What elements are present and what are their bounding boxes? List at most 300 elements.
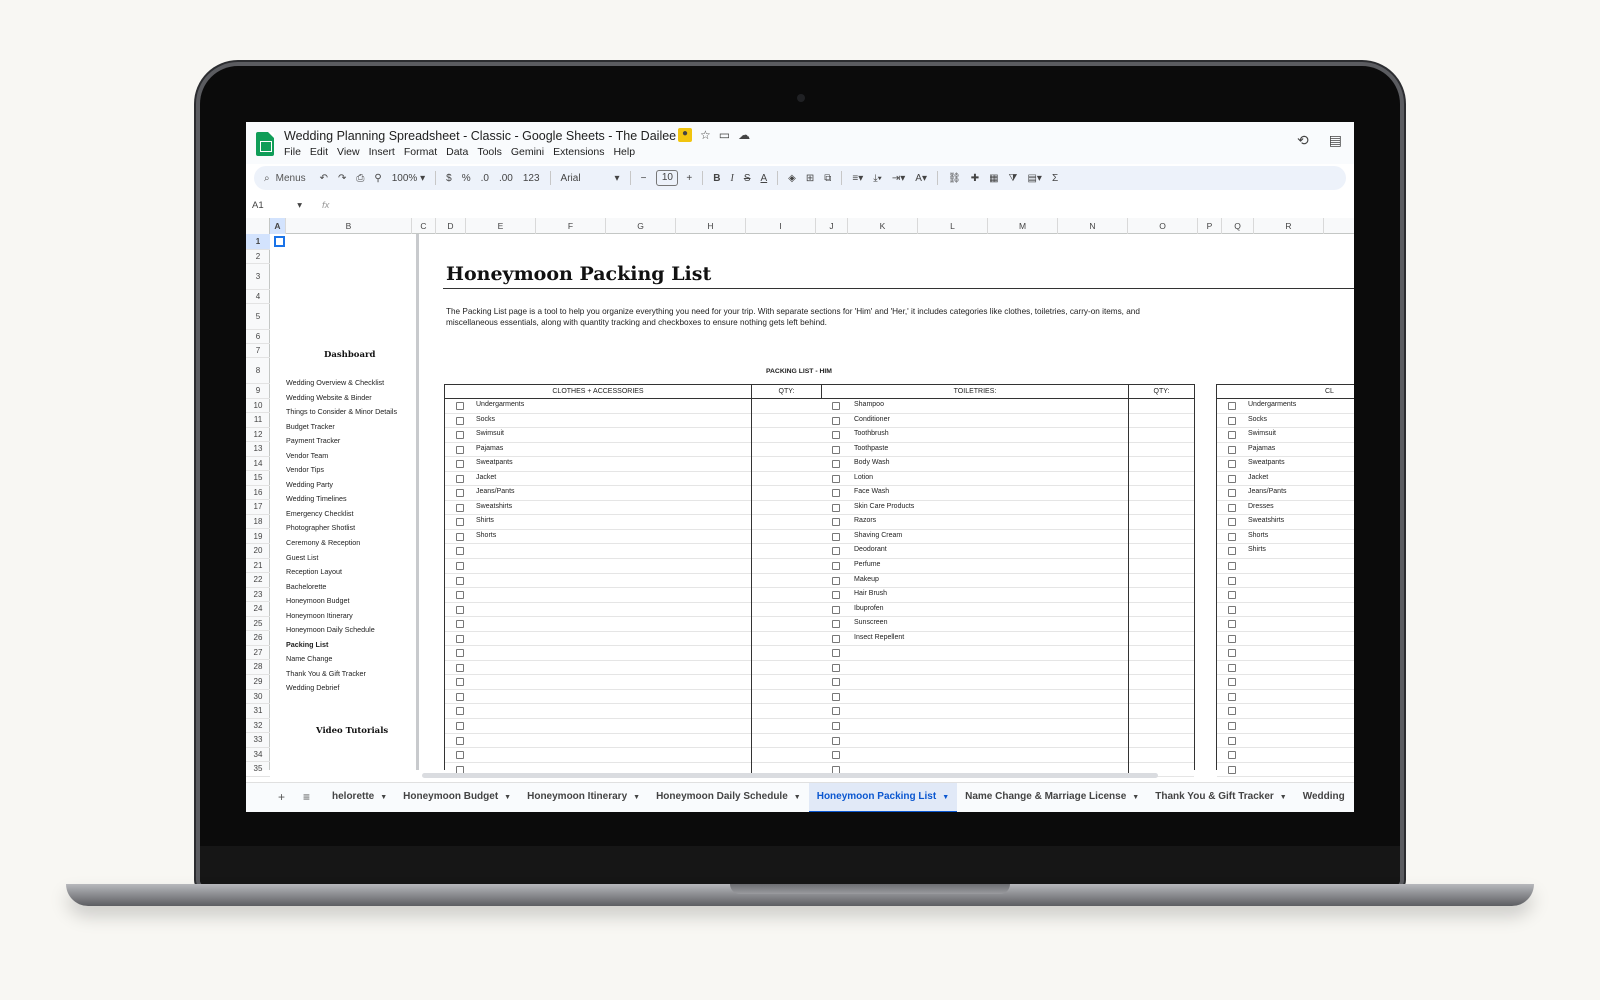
sheet-tab[interactable] xyxy=(809,783,957,812)
row-header-29[interactable]: 29 xyxy=(246,675,270,690)
name-box[interactable] xyxy=(246,200,308,211)
checkbox[interactable] xyxy=(1228,693,1236,701)
frozen-column-divider[interactable] xyxy=(416,234,419,770)
chevron-down-icon[interactable]: ▼ xyxy=(793,794,801,801)
sheet-tab[interactable] xyxy=(395,783,519,812)
dashboard-link[interactable]: Vendor Tips xyxy=(286,465,324,475)
merge-cells-icon[interactable]: ⧉ xyxy=(824,172,832,184)
qty-cell[interactable] xyxy=(1128,515,1194,530)
qty-cell[interactable] xyxy=(751,515,821,530)
checkbox[interactable] xyxy=(456,475,464,483)
checkbox[interactable] xyxy=(456,649,464,657)
her-clothes-header: CL xyxy=(1325,388,1334,395)
toiletries-header: TOILETRIES: xyxy=(821,385,1128,398)
sheets-logo-icon[interactable] xyxy=(256,132,274,156)
chevron-down-icon[interactable]: ▼ xyxy=(1279,794,1287,801)
column-header-g[interactable]: G xyxy=(606,218,676,234)
bezel-bottom xyxy=(200,846,1400,886)
qty-cell[interactable] xyxy=(751,486,821,501)
zoom-select[interactable] xyxy=(392,173,425,184)
selected-cell-a1[interactable] xyxy=(274,236,285,247)
menu-item-gemini[interactable]: Gemini xyxy=(510,146,545,158)
checkbox[interactable] xyxy=(456,547,464,555)
qty-cell[interactable] xyxy=(1128,661,1194,676)
qty-cell[interactable] xyxy=(1128,486,1194,501)
column-header-m[interactable]: M xyxy=(988,218,1058,234)
vertical-align-icon[interactable]: ⤓▾ xyxy=(873,172,882,184)
decrease-font-size-button[interactable]: − xyxy=(640,172,647,184)
qty-cell[interactable] xyxy=(751,603,821,618)
qty-cell[interactable] xyxy=(751,414,821,429)
table-row xyxy=(445,530,1194,545)
qty-cell[interactable] xyxy=(751,544,821,559)
checkbox[interactable] xyxy=(456,460,464,468)
qty-cell[interactable] xyxy=(751,457,821,472)
menu-item-help[interactable]: Help xyxy=(613,146,636,158)
qty-cell[interactable] xyxy=(1128,588,1194,603)
checkbox[interactable] xyxy=(1228,402,1236,410)
qty-cell[interactable] xyxy=(751,734,821,749)
currency-format-button[interactable]: $ xyxy=(446,172,452,184)
dashboard-link[interactable]: Wedding Party xyxy=(286,479,334,489)
checkbox[interactable] xyxy=(456,446,464,454)
checkbox[interactable] xyxy=(832,533,840,541)
checkbox[interactable] xyxy=(1228,737,1236,745)
checkbox[interactable] xyxy=(1228,664,1236,672)
qty-cell[interactable] xyxy=(751,675,821,690)
chevron-down-icon: ▾ xyxy=(297,199,302,211)
checkbox[interactable] xyxy=(832,722,840,730)
undo-icon[interactable]: ↶ xyxy=(319,172,329,184)
horizontal-scrollbar[interactable] xyxy=(422,773,1158,778)
row-header-28[interactable]: 28 xyxy=(246,660,270,675)
qty-cell[interactable] xyxy=(751,719,821,734)
row-header-17[interactable]: 17 xyxy=(246,500,270,515)
column-header-o[interactable]: O xyxy=(1128,218,1198,234)
row-header-22[interactable]: 22 xyxy=(246,573,270,588)
column-header-j[interactable]: J xyxy=(816,218,848,234)
qty-cell[interactable] xyxy=(751,399,821,414)
checkbox[interactable] xyxy=(1228,751,1236,759)
dashboard-links xyxy=(286,378,397,698)
dashboard-link[interactable]: Ceremony & Reception xyxy=(286,538,361,548)
checkbox[interactable] xyxy=(456,533,464,541)
qty-cell[interactable] xyxy=(751,704,821,719)
checkbox[interactable] xyxy=(456,664,464,672)
checkbox[interactable] xyxy=(832,591,840,599)
cloud-status-icon[interactable]: ☁ xyxy=(738,128,751,142)
qty-cell[interactable] xyxy=(751,472,821,487)
text-wrapping-icon[interactable]: ⇥▾ xyxy=(891,172,906,184)
checkbox[interactable] xyxy=(1228,606,1236,614)
laptop-lid xyxy=(200,66,1400,886)
checkbox[interactable] xyxy=(456,417,464,425)
dashboard-link[interactable]: Honeymoon Daily Schedule xyxy=(286,625,375,635)
dashboard-link[interactable]: Emergency Checklist xyxy=(286,508,354,518)
text-color-icon[interactable]: A xyxy=(760,172,768,184)
qty-cell[interactable] xyxy=(1128,414,1194,429)
item-label: Swimsuit xyxy=(476,430,505,438)
sheet-tab[interactable] xyxy=(648,783,809,812)
menu-item-format[interactable]: Format xyxy=(403,146,438,158)
insert-comment-icon[interactable]: ✚ xyxy=(970,172,980,184)
checkbox[interactable] xyxy=(832,664,840,672)
checkbox[interactable] xyxy=(832,562,840,570)
menu-item-extensions[interactable]: Extensions xyxy=(553,146,605,158)
dashboard-link[interactable]: Wedding Overview & Checklist xyxy=(286,378,385,387)
qty-cell[interactable] xyxy=(1128,690,1194,705)
qty-cell[interactable] xyxy=(1128,457,1194,472)
checkbox[interactable] xyxy=(832,402,840,410)
menu-item-edit[interactable]: Edit xyxy=(309,146,329,158)
borders-icon[interactable]: ⊞ xyxy=(805,172,815,184)
row-header-4[interactable]: 4 xyxy=(246,290,270,304)
checkbox[interactable] xyxy=(1228,577,1236,585)
checkbox[interactable] xyxy=(832,649,840,657)
row-header-32[interactable]: 32 xyxy=(246,719,270,734)
row-header-11[interactable]: 11 xyxy=(246,413,270,428)
row-header-2[interactable]: 2 xyxy=(246,250,270,264)
strikethrough-icon[interactable]: S xyxy=(743,172,751,184)
qty-cell[interactable] xyxy=(751,559,821,574)
table-row xyxy=(1217,603,1354,618)
column-header-n[interactable]: N xyxy=(1058,218,1128,234)
checkbox[interactable] xyxy=(456,693,464,701)
checkbox[interactable] xyxy=(832,737,840,745)
dashboard-link[interactable]: Packing List xyxy=(286,639,329,649)
row-header-10[interactable]: 10 xyxy=(246,399,270,414)
qty-cell[interactable] xyxy=(1128,501,1194,516)
checkbox[interactable] xyxy=(456,431,464,439)
checkbox[interactable] xyxy=(1228,431,1236,439)
row-headers xyxy=(246,234,270,774)
checkbox[interactable] xyxy=(456,562,464,570)
font-select[interactable] xyxy=(561,173,605,184)
checkbox[interactable] xyxy=(456,606,464,614)
qty-cell[interactable] xyxy=(1128,675,1194,690)
dashboard-link[interactable]: Reception Layout xyxy=(286,567,342,577)
sheet-tabs-bar xyxy=(246,782,1354,812)
checkbox[interactable] xyxy=(1228,635,1236,643)
checkbox[interactable] xyxy=(1228,460,1236,468)
checkbox[interactable] xyxy=(832,751,840,759)
item-label: Face Wash xyxy=(854,488,890,496)
checkbox[interactable] xyxy=(456,504,464,512)
qty-cell[interactable] xyxy=(751,617,821,632)
all-sheets-button[interactable]: ≡ xyxy=(303,790,311,804)
checkbox[interactable] xyxy=(1228,504,1236,512)
label-icon[interactable]: ● xyxy=(678,128,692,142)
row-header-21[interactable]: 21 xyxy=(246,559,270,574)
column-header-d[interactable]: D xyxy=(436,218,466,234)
column-header-r[interactable]: R xyxy=(1254,218,1324,234)
column-header-k[interactable]: K xyxy=(848,218,918,234)
dashboard-link[interactable]: Vendor Team xyxy=(286,450,329,460)
checkbox[interactable] xyxy=(832,504,840,512)
qty-cell[interactable] xyxy=(751,501,821,516)
column-header-i[interactable]: I xyxy=(746,218,816,234)
checkbox[interactable] xyxy=(832,635,840,643)
sheet-tab[interactable] xyxy=(1295,783,1353,812)
checkbox[interactable] xyxy=(832,417,840,425)
qty-cell[interactable] xyxy=(751,632,821,647)
checkbox[interactable] xyxy=(456,635,464,643)
chevron-down-icon[interactable]: ▼ xyxy=(504,794,512,801)
checkbox[interactable] xyxy=(456,707,464,715)
checkbox[interactable] xyxy=(1228,649,1236,657)
row-header-14[interactable]: 14 xyxy=(246,457,270,472)
filter-icon[interactable]: ⧩ xyxy=(1008,172,1018,184)
functions-button[interactable]: Σ xyxy=(1051,172,1059,184)
checkbox[interactable] xyxy=(1228,417,1236,425)
sheet-tab[interactable] xyxy=(957,783,1147,812)
table-row xyxy=(445,603,1194,618)
column-header-f[interactable]: F xyxy=(536,218,606,234)
dashboard-link[interactable]: Things to Consider & Minor Details xyxy=(286,407,398,417)
checkbox[interactable] xyxy=(1228,489,1236,497)
qty-cell[interactable] xyxy=(1128,719,1194,734)
column-header-h[interactable]: H xyxy=(676,218,746,234)
checkbox[interactable] xyxy=(456,737,464,745)
insert-chart-icon[interactable]: ▦ xyxy=(989,172,999,184)
qty-cell[interactable] xyxy=(1128,646,1194,661)
checkbox[interactable] xyxy=(1228,533,1236,541)
title-underline xyxy=(443,288,1354,289)
screen xyxy=(246,122,1354,812)
checkbox[interactable] xyxy=(832,518,840,526)
row-header-12[interactable]: 12 xyxy=(246,428,270,443)
table-row xyxy=(445,632,1194,647)
checkbox[interactable] xyxy=(832,547,840,555)
fill-color-icon[interactable]: ◈ xyxy=(788,172,796,184)
row-header-33[interactable]: 33 xyxy=(246,733,270,748)
text-rotation-icon[interactable]: A▾ xyxy=(915,172,927,184)
row-header-9[interactable]: 9 xyxy=(246,384,270,399)
row-header-31[interactable]: 31 xyxy=(246,704,270,719)
dashboard-link[interactable]: Honeymoon Budget xyxy=(286,596,350,606)
divider xyxy=(937,171,938,185)
qty-cell[interactable] xyxy=(751,574,821,589)
checkbox[interactable] xyxy=(456,722,464,730)
item-label: Shorts xyxy=(476,531,497,539)
dashboard-link[interactable]: Payment Tracker xyxy=(286,436,341,446)
filter-views-icon[interactable]: ▤▾ xyxy=(1027,172,1042,184)
increase-font-size-button[interactable]: + xyxy=(686,172,693,184)
select-all-corner[interactable] xyxy=(246,218,270,234)
add-sheet-button[interactable]: + xyxy=(278,790,286,804)
checkbox[interactable] xyxy=(1228,518,1236,526)
checkbox[interactable] xyxy=(832,489,840,497)
chevron-down-icon[interactable]: ▼ xyxy=(1132,794,1140,801)
dashboard-link[interactable]: Guest List xyxy=(286,552,319,562)
checkbox[interactable] xyxy=(456,591,464,599)
checkbox[interactable] xyxy=(832,475,840,483)
checkbox[interactable] xyxy=(456,751,464,759)
column-header-b[interactable]: B xyxy=(286,218,412,234)
qty-cell[interactable] xyxy=(1128,544,1194,559)
percent-format-button[interactable]: % xyxy=(461,172,471,184)
column-header-c[interactable]: C xyxy=(412,218,436,234)
row-header-19[interactable]: 19 xyxy=(246,530,270,545)
qty-cell[interactable] xyxy=(1128,399,1194,414)
column-header-p[interactable]: P xyxy=(1198,218,1222,234)
checkbox[interactable] xyxy=(832,431,840,439)
menu-item-insert[interactable]: Insert xyxy=(368,146,395,158)
checkbox[interactable] xyxy=(1228,591,1236,599)
checkbox[interactable] xyxy=(832,707,840,715)
chevron-down-icon[interactable]: ▾ xyxy=(614,172,620,184)
qty-cell[interactable] xyxy=(1128,617,1194,632)
row-header-26[interactable]: 26 xyxy=(246,631,270,646)
qty-cell[interactable] xyxy=(751,443,821,458)
checkbox[interactable] xyxy=(1228,620,1236,628)
item-label: Jeans/Pants xyxy=(1248,488,1287,496)
qty-cell[interactable] xyxy=(1128,748,1194,763)
chevron-down-icon[interactable]: ▼ xyxy=(942,794,950,801)
row-header-20[interactable]: 20 xyxy=(246,544,270,559)
table-row xyxy=(1217,486,1354,501)
checkbox[interactable] xyxy=(1228,766,1236,774)
row-header-16[interactable]: 16 xyxy=(246,486,270,501)
dashboard-link[interactable]: Wedding Timelines xyxy=(286,494,347,504)
row-header-24[interactable]: 24 xyxy=(246,602,270,617)
decrease-decimal-button[interactable]: .0 xyxy=(480,172,489,184)
qty-cell[interactable] xyxy=(1128,472,1194,487)
checkbox[interactable] xyxy=(456,518,464,526)
checkbox[interactable] xyxy=(1228,678,1236,686)
dashboard-link[interactable]: Wedding Website & Binder xyxy=(286,392,372,402)
qty-cell[interactable] xyxy=(1128,559,1194,574)
dashboard-link[interactable]: Budget Tracker xyxy=(286,421,335,431)
qty-cell[interactable] xyxy=(751,690,821,705)
document-title[interactable]: Wedding Planning Spreadsheet - Classic - Google Sheets - The Dailee xyxy=(284,129,677,143)
sheet-tab[interactable] xyxy=(519,783,648,812)
row-header-1[interactable]: 1 xyxy=(246,234,270,250)
dashboard-link[interactable]: Name Change xyxy=(286,654,333,664)
menu-item-tools[interactable]: Tools xyxy=(477,146,502,158)
row-header-5[interactable]: 5 xyxy=(246,304,270,330)
qty-cell[interactable] xyxy=(751,428,821,443)
qty-cell[interactable] xyxy=(1128,603,1194,618)
row-header-15[interactable]: 15 xyxy=(246,471,270,486)
checkbox[interactable] xyxy=(832,620,840,628)
bold-button[interactable]: B xyxy=(713,172,721,184)
qty-cell[interactable] xyxy=(1128,574,1194,589)
menu-item-view[interactable]: View xyxy=(337,146,360,158)
dashboard-link[interactable]: Photographer Shotlist xyxy=(286,523,356,533)
menu-item-file[interactable]: File xyxy=(284,146,301,158)
qty-cell[interactable] xyxy=(751,530,821,545)
checkbox[interactable] xyxy=(832,693,840,701)
qty-cell[interactable] xyxy=(1128,443,1194,458)
horizontal-align-icon[interactable]: ≡▾ xyxy=(852,172,864,184)
chevron-down-icon[interactable]: ▼ xyxy=(633,794,641,801)
column-header-q[interactable]: Q xyxy=(1222,218,1254,234)
checkbox[interactable] xyxy=(832,446,840,454)
italic-button[interactable]: I xyxy=(730,172,734,184)
comments-icon[interactable]: ▤ xyxy=(1328,132,1342,148)
qty-cell[interactable] xyxy=(1128,704,1194,719)
checkbox[interactable] xyxy=(456,577,464,585)
checkbox[interactable] xyxy=(1228,475,1236,483)
checkbox[interactable] xyxy=(456,620,464,628)
checkbox[interactable] xyxy=(1228,722,1236,730)
row-header-27[interactable]: 27 xyxy=(246,646,270,661)
qty-cell[interactable] xyxy=(1128,428,1194,443)
table-row xyxy=(1217,443,1354,458)
sheet-tab[interactable] xyxy=(324,783,395,812)
print-icon[interactable]: ⎙ xyxy=(356,172,365,184)
checkbox[interactable] xyxy=(1228,562,1236,570)
qty-cell[interactable] xyxy=(1128,632,1194,647)
checkbox[interactable] xyxy=(456,489,464,497)
column-header-e[interactable]: E xyxy=(466,218,536,234)
more-formats-button[interactable]: 123 xyxy=(522,172,540,184)
qty-cell[interactable] xyxy=(751,646,821,661)
checkbox[interactable] xyxy=(1228,547,1236,555)
spreadsheet-grid[interactable] xyxy=(246,218,1354,774)
column-header-l[interactable]: L xyxy=(918,218,988,234)
column-header-a[interactable]: A xyxy=(270,218,286,234)
row-header-8[interactable]: 8 xyxy=(246,358,270,384)
table-row xyxy=(445,486,1194,501)
redo-icon[interactable]: ↷ xyxy=(338,172,347,184)
row-header-25[interactable]: 25 xyxy=(246,617,270,632)
version-history-icon[interactable]: ⟲ xyxy=(1297,132,1309,148)
dashboard-title: Dashboard xyxy=(324,350,376,360)
search-menus[interactable] xyxy=(264,173,306,184)
chevron-down-icon: ▾ xyxy=(420,172,426,184)
qty-cell[interactable] xyxy=(751,588,821,603)
increase-decimal-button[interactable]: .00 xyxy=(498,172,513,184)
checkbox[interactable] xyxy=(832,577,840,585)
menu-bar xyxy=(284,146,635,158)
move-folder-icon[interactable]: ▭ xyxy=(718,128,731,142)
row-header-18[interactable]: 18 xyxy=(246,515,270,530)
row-header-3[interactable]: 3 xyxy=(246,264,270,290)
checkbox[interactable] xyxy=(1228,707,1236,715)
menu-item-data[interactable]: Data xyxy=(446,146,469,158)
qty-cell[interactable] xyxy=(1128,530,1194,545)
row-header-35[interactable]: 35 xyxy=(246,762,270,777)
row-header-30[interactable]: 30 xyxy=(246,690,270,705)
checkbox[interactable] xyxy=(832,678,840,686)
checkbox[interactable] xyxy=(832,606,840,614)
font-size-input[interactable]: 10 xyxy=(656,170,678,186)
sheet-tab[interactable] xyxy=(1147,783,1295,812)
insert-link-icon[interactable]: ⛓ xyxy=(948,172,961,184)
dashboard-link[interactable]: Honeymoon Itinerary xyxy=(286,610,353,620)
row-header-23[interactable]: 23 xyxy=(246,588,270,603)
checkbox[interactable] xyxy=(1228,446,1236,454)
row-header-7[interactable]: 7 xyxy=(246,344,270,358)
row-header-34[interactable]: 34 xyxy=(246,748,270,763)
dashboard-link[interactable]: Bachelorette xyxy=(286,581,327,591)
chevron-down-icon[interactable]: ▼ xyxy=(380,794,388,801)
checkbox[interactable] xyxy=(456,678,464,686)
qty-cell[interactable] xyxy=(751,748,821,763)
star-icon[interactable]: ☆ xyxy=(700,128,711,142)
dashboard-link[interactable]: Wedding Debrief xyxy=(286,683,340,693)
row-header-13[interactable]: 13 xyxy=(246,442,270,457)
paint-format-icon[interactable]: ⚲ xyxy=(374,172,382,184)
qty-cell[interactable] xyxy=(751,661,821,676)
qty-cell[interactable] xyxy=(1128,734,1194,749)
dashboard-link[interactable]: Thank You & Gift Tracker xyxy=(286,668,366,678)
row-header-6[interactable]: 6 xyxy=(246,330,270,344)
checkbox[interactable] xyxy=(456,402,464,410)
checkbox[interactable] xyxy=(832,460,840,468)
